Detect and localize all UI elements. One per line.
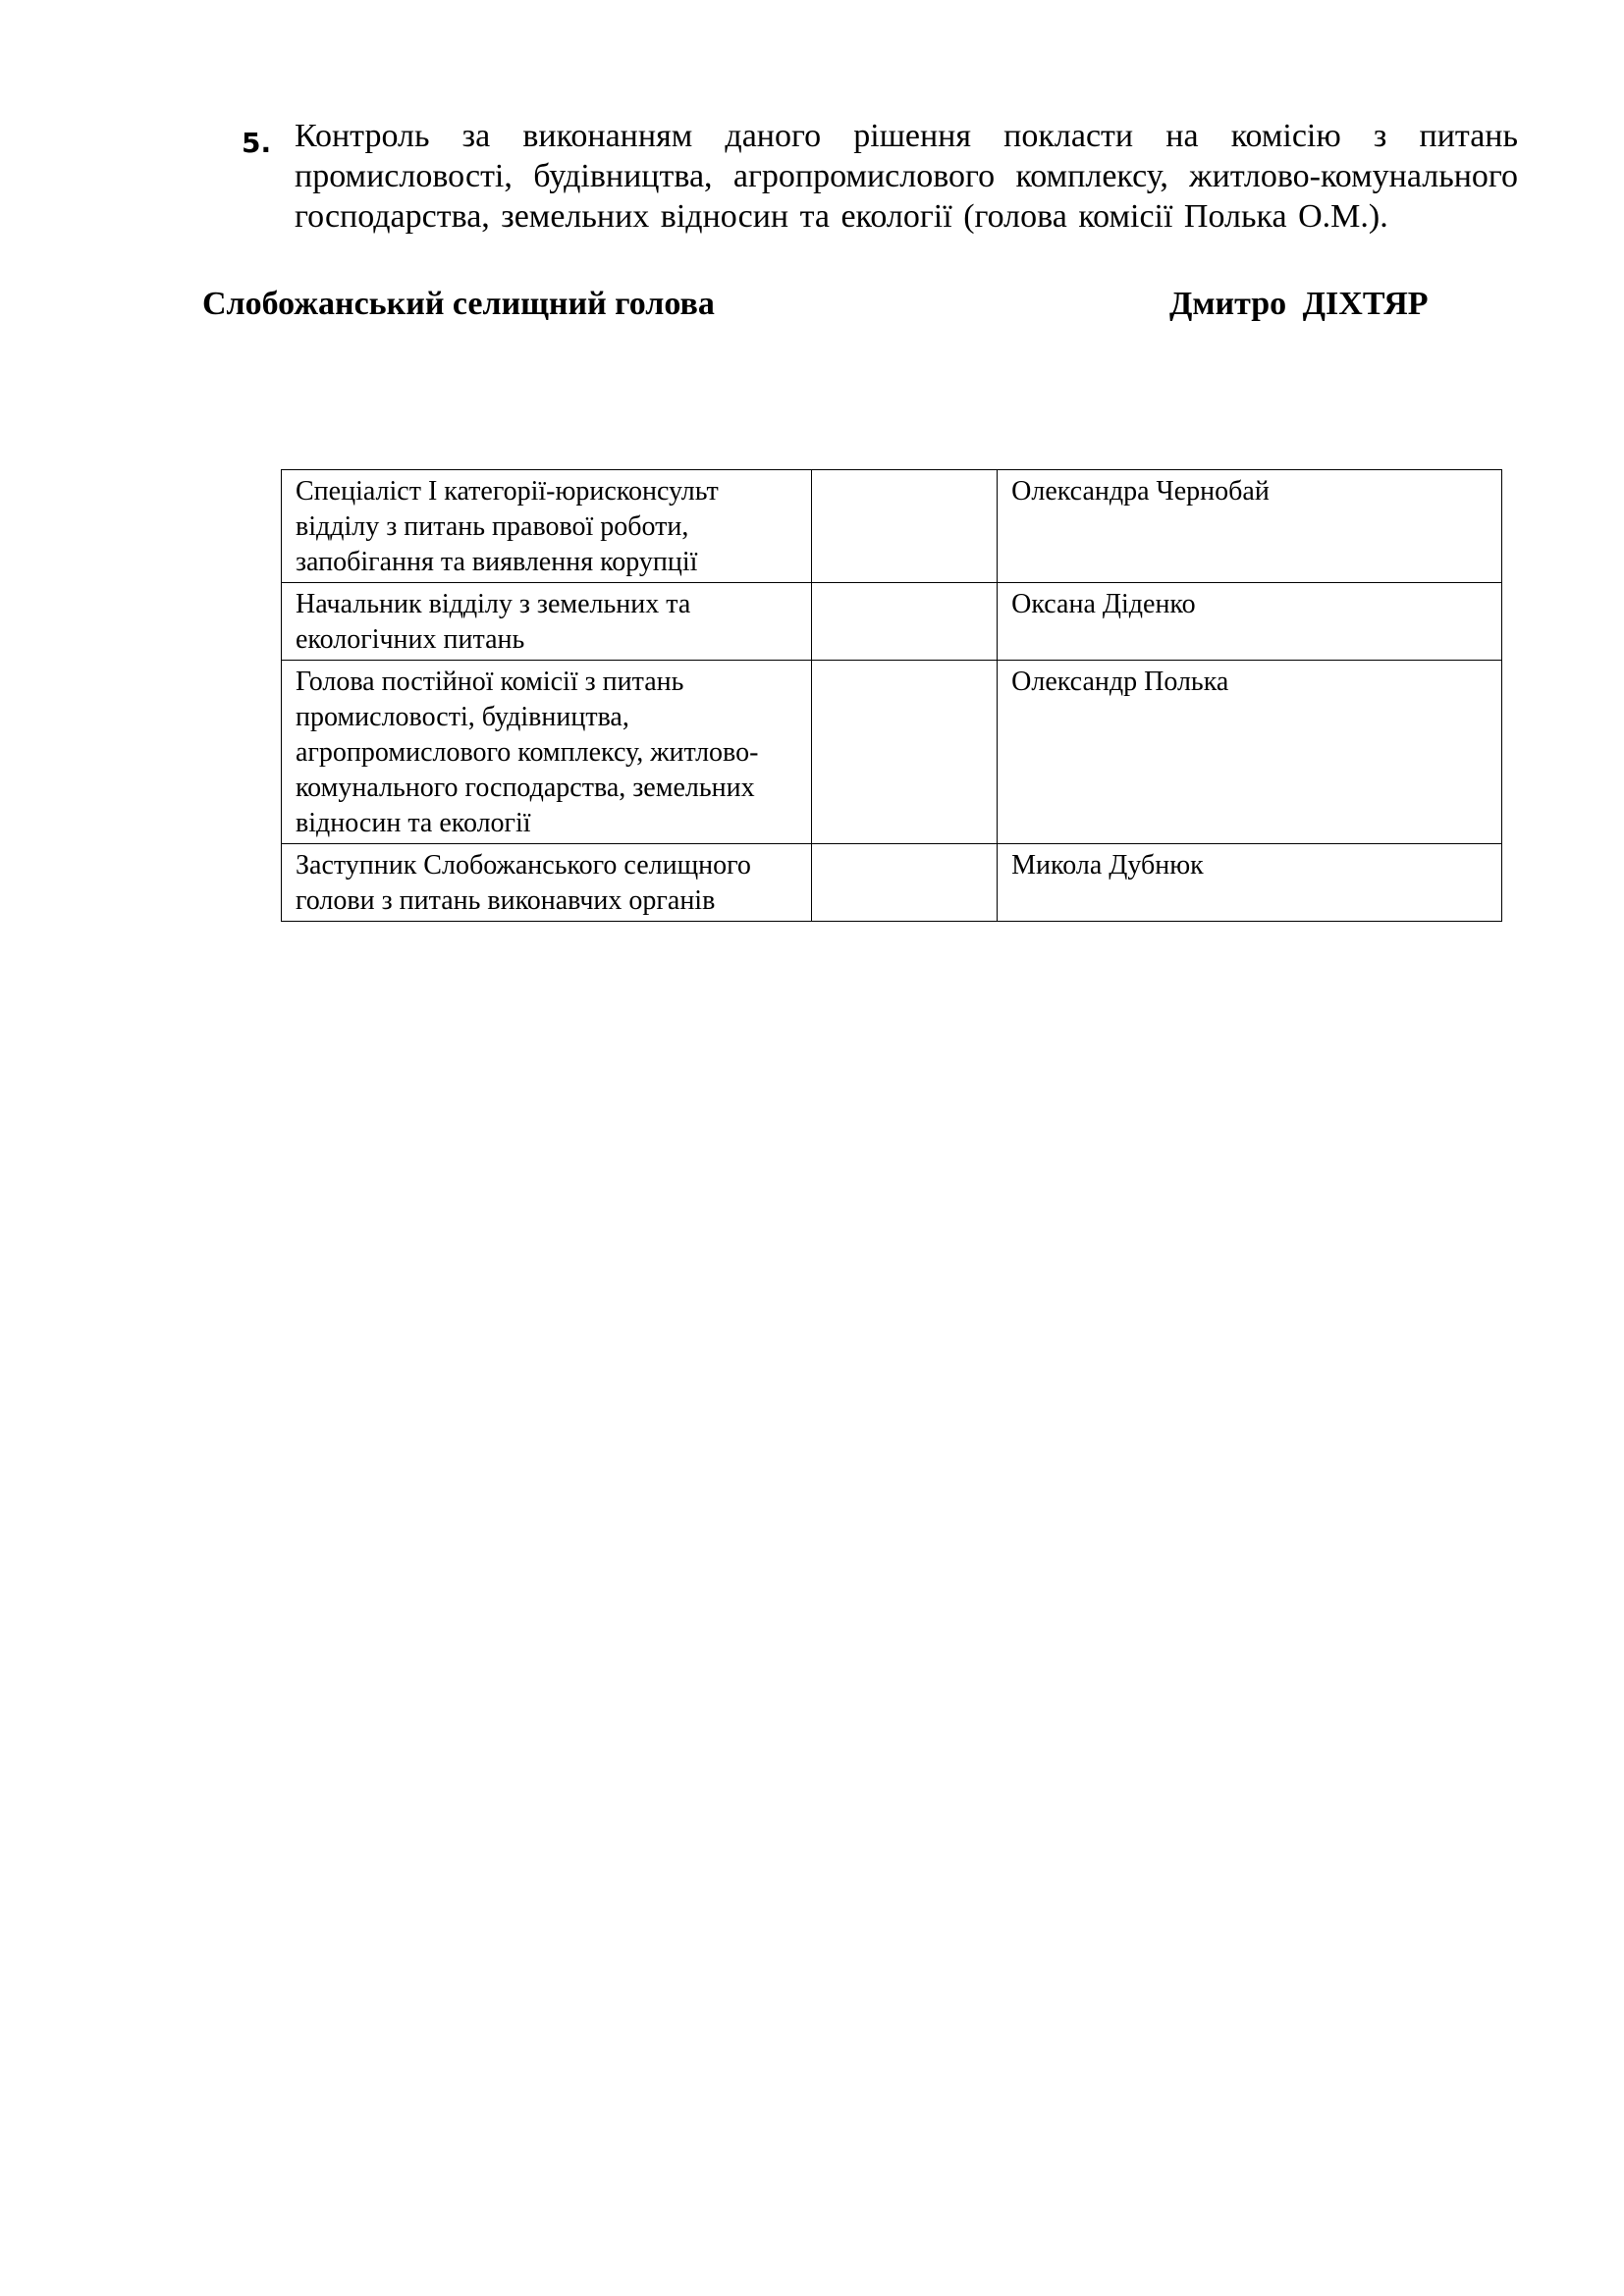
table-row — [282, 661, 1502, 844]
table-row — [282, 470, 1502, 583]
name-cell: Микола Дубнюк — [998, 844, 1502, 922]
approval-table — [281, 469, 1502, 922]
signatory-name: Дмитро ДІХТЯР — [1169, 286, 1429, 322]
table-row — [282, 583, 1502, 661]
table-row — [282, 844, 1502, 922]
signatory-role: Слобожанський селищний голова — [202, 286, 715, 322]
position-cell: Голова постійної комісії з питань промисловості, будівництва, агропромислового комплексу, житлово-комунального господарства, земельних відносин та екології — [282, 661, 812, 844]
signature-cell — [811, 470, 997, 583]
position-cell: Заступник Слобожанського селищного голови з питань виконавчих органів — [282, 844, 812, 922]
position-cell: Начальник відділу з земельних та екологічних питань — [282, 583, 812, 661]
signature-cell — [811, 583, 997, 661]
clause-text: Контроль за виконанням даного рішення покласти на комісію з питань промисловості, будівництва, агропромислового комплексу, житлово-комунального господарства, земельних відносин та екології (голова комісії Полька О.М.). — [295, 118, 1518, 235]
signature-cell — [811, 844, 997, 922]
name-cell: Оксана Діденко — [998, 583, 1502, 661]
name-cell: Олександра Чернобай — [998, 470, 1502, 583]
signature-cell — [811, 661, 997, 844]
position-cell: Спеціаліст І категорії-юрисконсульт відділу з питань правової роботи, запобігання та виявлення корупції — [282, 470, 812, 583]
clause-number: 5. — [242, 127, 272, 159]
name-cell: Олександр Полька — [998, 661, 1502, 844]
